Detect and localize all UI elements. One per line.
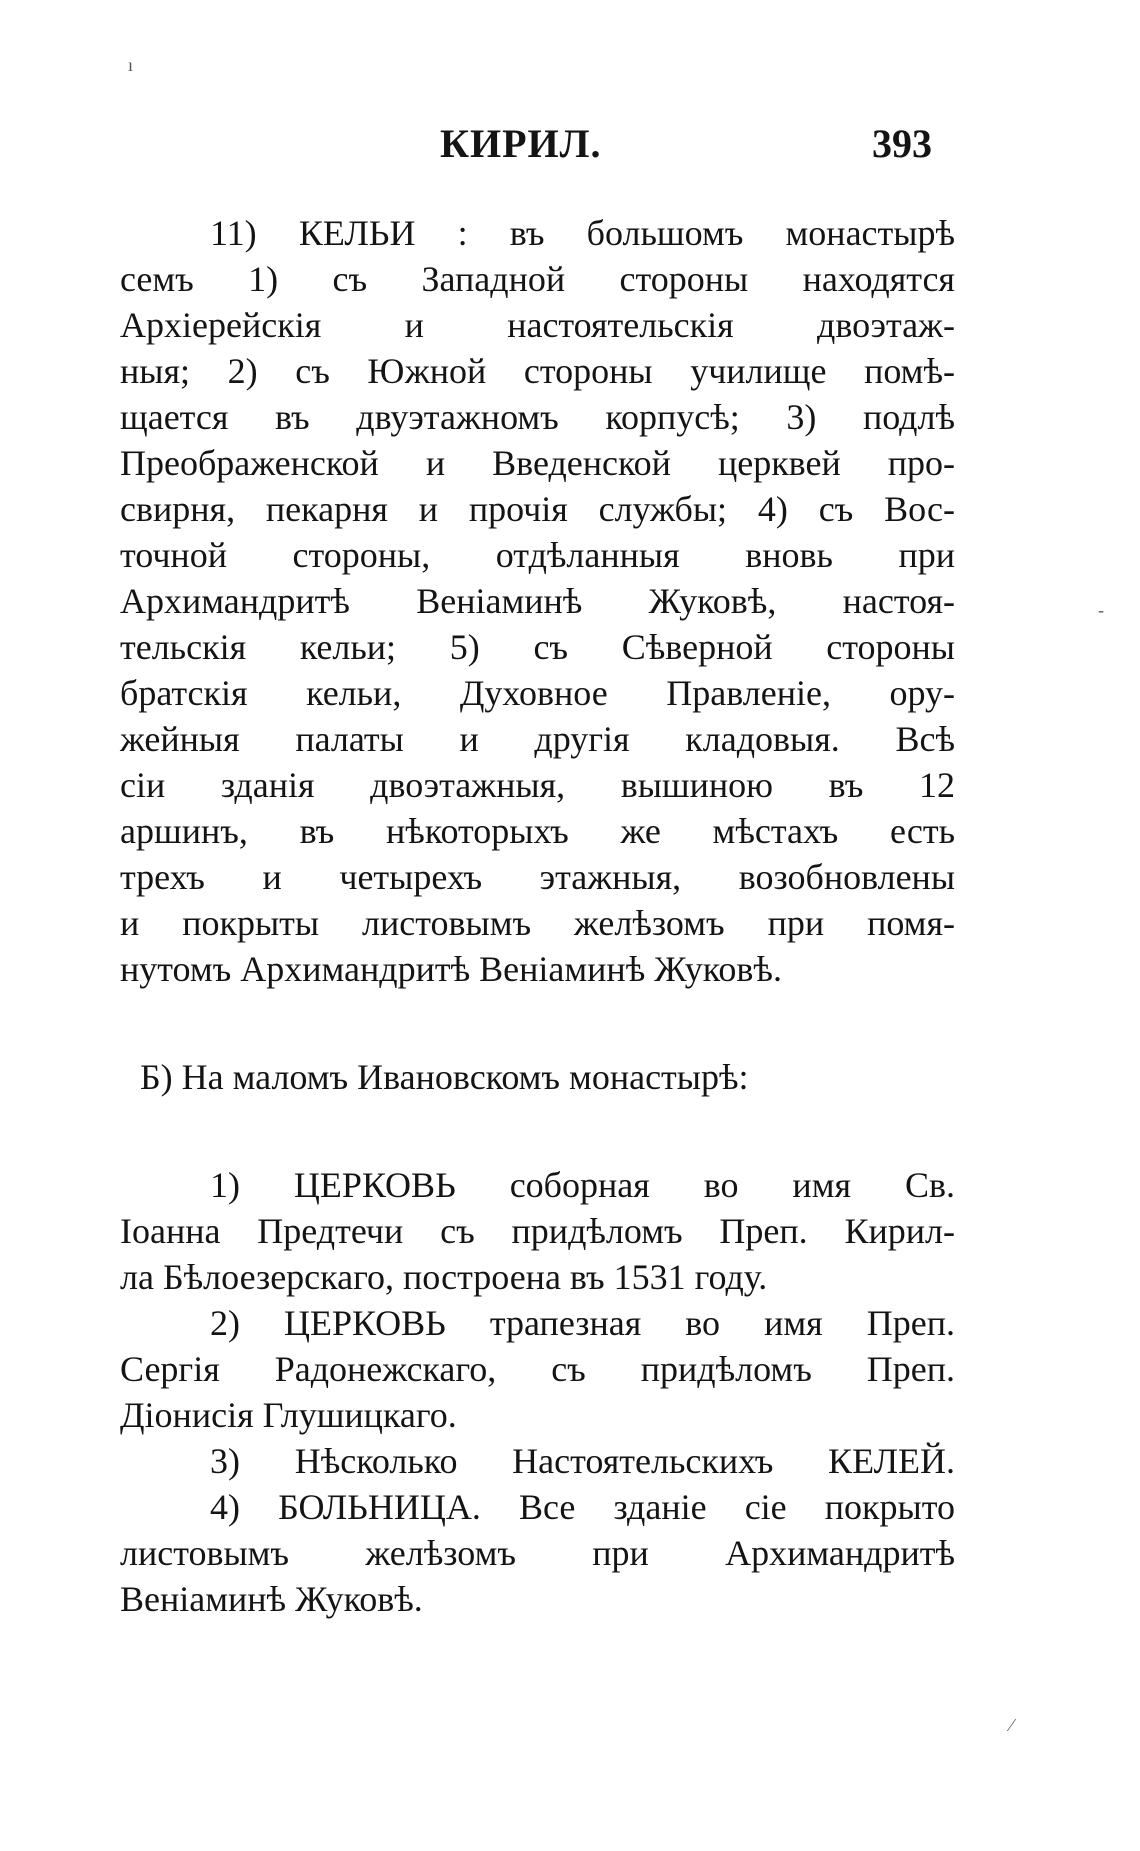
paragraph-hospital (120, 1484, 955, 1622)
text-line: аршинъ, въ нѣкоторыхъ же мѣстахъ есть (120, 811, 955, 851)
text-line: тельскія кельи; 5) съ Сѣверной стороны (120, 627, 955, 667)
text-line: щается въ двуэтажномъ корпусѣ; 3) подлѣ (120, 397, 955, 437)
page-number: 393 (872, 121, 932, 166)
text-line: Преображенской и Введенской церквей про- (120, 443, 955, 483)
text-line: братскія кельи, Духовное Правленіе, ору- (120, 673, 955, 713)
print-speck-mark: - (1098, 600, 1104, 620)
text-line: точной стороны, отдѣланныя вновь при (120, 535, 955, 575)
print-speck-mark: ⁄ (1010, 1715, 1014, 1735)
print-speck-mark: ı (128, 55, 134, 75)
paragraph-cells (120, 210, 955, 992)
text-line: Веніаминѣ Жуковѣ. (120, 1579, 423, 1619)
text-line: 3) Нѣсколько Настоятельскихъ КЕЛЕЙ. (210, 1441, 955, 1481)
text-line: семъ 1) съ Западной стороны находятся (120, 259, 955, 299)
paragraph-refectory-church (120, 1300, 955, 1438)
text-line: жейныя палаты и другія кладовыя. Всѣ (120, 719, 955, 759)
text-line: сіи зданія двоэтажныя, вышиною въ 12 (120, 765, 955, 805)
text-line: трехъ и четырехъ этажныя, возобновлены (120, 857, 955, 897)
text-line: нутомъ Архимандритѣ Веніаминѣ Жуковѣ. (120, 949, 782, 989)
text-line: Сергія Радонежскаго, съ придѣломъ Преп. (120, 1349, 955, 1389)
section-subheading: Б) На маломъ Ивановскомъ монастырѣ: (140, 1057, 749, 1097)
text-line: Діонисія Глушицкаго. (120, 1395, 457, 1435)
paragraph-main-church (120, 1162, 955, 1300)
text-line: ла Бѣлоезерскаго, построена въ 1531 году. (120, 1257, 768, 1297)
text-line: Архимандритѣ Веніаминѣ Жуковѣ, настоя- (120, 581, 955, 621)
page-header (0, 120, 1140, 180)
text-line: листовымъ желѣзомъ при Архимандритѣ (120, 1533, 955, 1573)
text-line: ныя; 2) съ Южной стороны училище помѣ- (120, 351, 955, 391)
section-gap (120, 1100, 955, 1162)
running-title: КИРИЛ. (440, 121, 602, 166)
text-line: 4) БОЛЬНИЦА. Все зданіе сіе покрыто (210, 1487, 955, 1527)
text-line: Архіерейскія и настоятельскія двоэтаж- (120, 305, 955, 345)
paragraph-abbot-cells (120, 1438, 955, 1484)
text-line: 11) КЕЛЬИ : въ большомъ монастырѣ (210, 213, 955, 253)
text-line: и покрыты листовымъ желѣзомъ при помя- (120, 903, 955, 943)
page-body (120, 210, 955, 1622)
text-line: Іоанна Предтечи съ придѣломъ Преп. Кирил- (120, 1211, 955, 1251)
section-gap (120, 992, 955, 1054)
text-line: свирня, пекарня и прочія службы; 4) съ Вос- (120, 489, 955, 529)
text-line: 1) ЦЕРКОВЬ соборная во имя Св. (210, 1165, 955, 1205)
text-line: 2) ЦЕРКОВЬ трапезная во имя Преп. (210, 1303, 955, 1343)
